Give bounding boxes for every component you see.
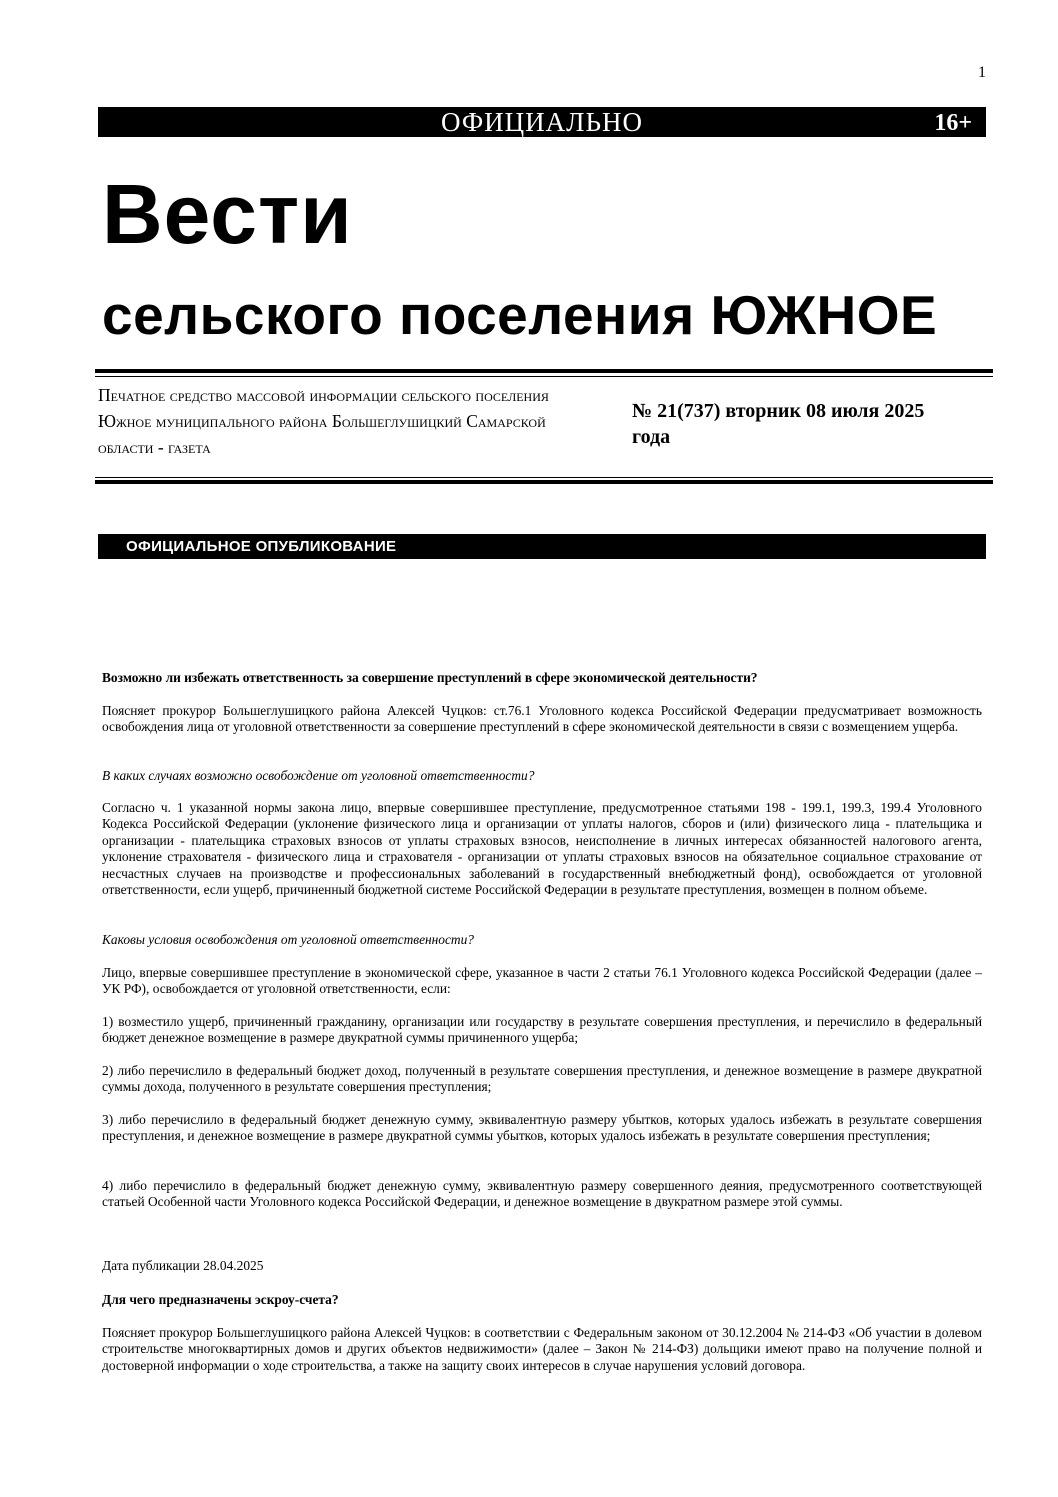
- masthead-top-rule: [95, 369, 993, 373]
- newspaper-subtitle: сельского поселения ЮЖНОЕ: [102, 284, 938, 346]
- article-list-item: 4) либо перечислило в федеральный бюджет денежную сумму, эквивалентную размеру совершенного деяния, предусмотренного соответствующей статьей Особенной части Уголовного кодекса Российской Федерации, и денежное возмещение в двукратном размере этой суммы.: [102, 1178, 982, 1210]
- masthead-bottom-rule-thin: [95, 477, 993, 478]
- official-banner: [98, 107, 986, 137]
- issue-info: № 21(737) вторник 08 июля 2025 года: [632, 400, 925, 448]
- article-list-item: 1) возместило ущерб, причиненный гражданину, организации или государству в результате совершения преступления, и перечислило в федеральный бюджет денежное возмещение в размере двукратной суммы причиненного ущерба;: [102, 1014, 982, 1046]
- article-list-item: 2) либо перечислило в федеральный бюджет доход, полученный в результате совершения преступления, и денежное возмещение в размере двукратной суммы дохода, полученного в результате совершения преступления;: [102, 1063, 982, 1095]
- section-header: [98, 534, 986, 559]
- article-paragraph: Поясняет прокурор Большеглушицкого района Алексей Чуцков: в соответствии с Федеральным законом от 30.12.2004 № 214-ФЗ «Об участии в долевом строительстве многоквартирных домов и других объектов недвижимости» (далее – Закон № 214-ФЗ) дольщики имеют право на получение полной и достоверной информации о ходе строительства, а также на защиту своих интересов в случае нарушения условий договора.: [102, 1325, 982, 1373]
- article-question: Каковы условия освобождения от уголовной ответственности?: [102, 932, 474, 947]
- masthead-top-rule-thin: [95, 376, 993, 377]
- article-paragraph: Лицо, впервые совершившее преступление в экономической сфере, указанное в части 2 статьи 76.1 Уголовного кодекса Российской Федерации (далее – УК РФ), освобождается от уголовной ответственности, если:: [102, 965, 982, 997]
- newspaper-title: Вести: [102, 167, 353, 261]
- publisher-info: Печатное средство массовой информации сельского поселения Южное муниципального района Большеглушицкий Самарской области - газета: [98, 385, 549, 457]
- article-paragraph: Согласно ч. 1 указанной нормы закона лицо, впервые совершившее преступление, предусмотренное статьями 198 - 199.1, 199.3, 199.4 Уголовного Кодекса Российской Федерации (уклонение физического лица и организации от уплаты налогов, сборов и (или) физического лица - плательщика и организации - плательщика страховых взносов от уплаты страховых взносов, неисполнение в личных интересах обязанностей налогового агента, уклонение страхователя - физического лица и страхователя - организации от уплаты страховых взносов на обязательное социальное страхование от несчастных случаев на производстве и профессиональных заболеваний в государственный внебюджетный фонд), освобождается от уголовной ответственности, если ущерб, причиненный бюджетной системе Российской Федерации в результате преступления, возмещен в полном объеме.: [102, 800, 982, 898]
- article-list-item: 3) либо перечислило в федеральный бюджет денежную сумму, эквивалентную размеру убытков, которых удалось избежать в результате совершения преступления, и денежное возмещение в размере двукратной суммы убытков, которых удалось избежать в результате совершения преступления;: [102, 1112, 982, 1144]
- age-rating: 16+: [934, 110, 972, 136]
- banner-label: ОФИЦИАЛЬНО: [441, 107, 643, 137]
- publication-date: Дата публикации 28.04.2025: [102, 1258, 264, 1273]
- article-paragraph: Поясняет прокурор Большеглушицкого района Алексей Чуцков: ст.76.1 Уголовного кодекса Российской Федерации предусматривает возможность освобождения лица от уголовной ответственности за совершение преступлений в сфере экономической деятельности в связи с возмещением ущерба.: [102, 703, 982, 735]
- article-heading: Возможно ли избежать ответственность за совершение преступлений в сфере экономической деятельности?: [102, 670, 758, 685]
- masthead-bottom-rule: [95, 480, 993, 484]
- page-number: 1: [978, 64, 986, 81]
- section-label: ОФИЦИАЛЬНОЕ ОПУБЛИКОВАНИЕ: [126, 538, 397, 555]
- article-heading: Для чего предназначены эскроу-счета?: [102, 1292, 339, 1307]
- article-question: В каких случаях возможно освобождение от уголовной ответственности?: [102, 768, 535, 783]
